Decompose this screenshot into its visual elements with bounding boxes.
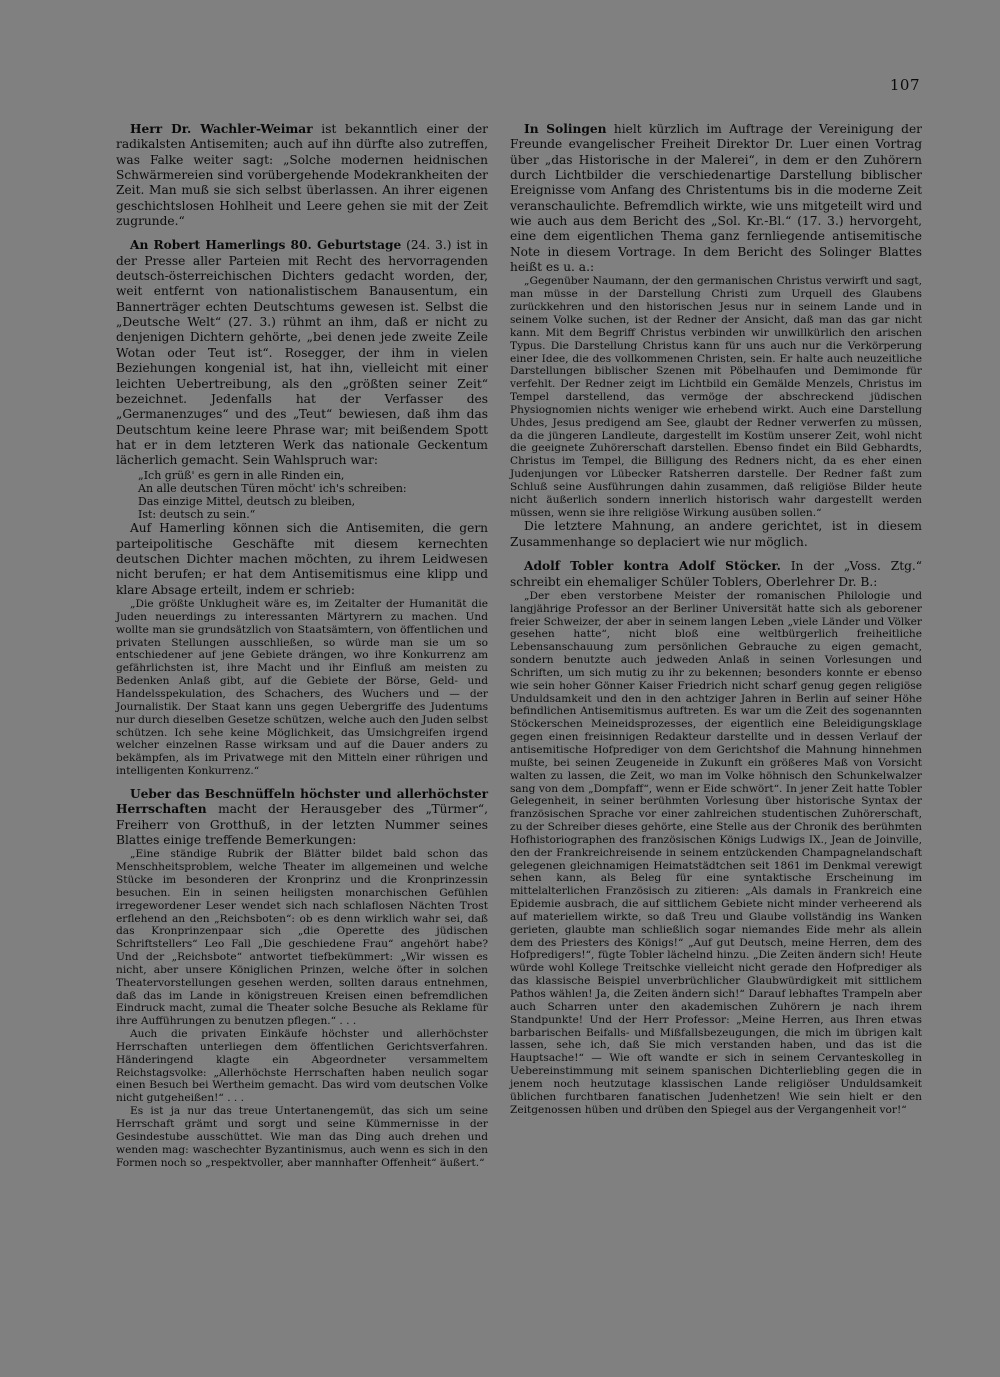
paragraph-text: Die letztere Mahnung, an andere gerichtet, ist in diesem Zusammenhange so deplaciert wie nur möglich.: [510, 519, 922, 549]
quoted-paragraph: [510, 590, 922, 1117]
article-heading: Herr Dr. Wachler-Weimar: [130, 122, 313, 136]
article-heading: Adolf Tobler kontra Adolf Stöcker.: [524, 559, 781, 574]
article-paragraph: [116, 521, 488, 598]
verse-line: Das einzige Mittel, deutsch zu bleiben,: [138, 494, 356, 508]
verse-line: Ist: deutsch zu sein.“: [138, 508, 256, 522]
article-heading: Ueber das Beschnüffeln höchster und allerhöchster Herrschaften: [116, 786, 488, 817]
article-paragraph: [510, 559, 922, 590]
article-paragraph: [510, 519, 922, 550]
paragraph-text: Es ist ja nur das treue Untertanengemüt, das sich um seine Herrschaft grämt und sorgt und seine Kümmernisse in der Gesindestube ausschüttet. Wie man das Ding auch drehen und wenden mag: waschechter Byzantinismus, auch wenn es sich in den Formen noch so „respektvoller, aber mannhafter Offenheit“ äußert.“: [116, 1105, 488, 1169]
right-column: [510, 113, 922, 1116]
article-paragraph: [116, 238, 488, 468]
paragraph-text: In der „Voss. Ztg.“ schreibt ein ehemaliger Schüler Toblers, Oberlehrer Dr. B.:: [510, 559, 922, 589]
quoted-paragraph: [116, 598, 488, 778]
quoted-paragraph: [116, 848, 488, 1028]
paragraph-text: „Die größte Unklugheit wäre es, im Zeitalter der Humanität die Juden neuerdings zu interessanten Märtyrern zu machen. Und wollte man sie grundsätzlich von Staatsämtern, von öffentlichen und privaten Stellungen ausschließen, so würde man sie um so entschiedener auf jene Gebiete drängen, wo ihre Konkurrenz am gefährlichsten ist, ihre Macht und ihr Einfluß am meisten zu Bedenken Anlaß gibt, auf die Gebiete der Börse, Geld- und Handelsspekulation, des Schachers, des Wuchers und — der Journalistik. Der Staat kann uns gegen Uebergriffe des Judentums nur durch dieselben Gesetze schützen, welche auch den Juden selbst schützen. Ich sehe keine Möglichkeit, das Umsichgreifen irgend welcher einzelnen Rasse wirksam und auf die Dauer anders zu bekämpfen, als im Privatwege mit den Mitteln einer rührigen und intelligenten Konkurrenz.“: [116, 598, 488, 778]
article-paragraph: [510, 122, 922, 275]
quoted-paragraph: [116, 1105, 488, 1169]
paragraph-text: „Der eben verstorbene Meister der romanischen Philologie und langjährige Professor an der Berliner Universität hatte sich als geborener freier Schweizer, der aber in seinem langen Leben „viele Länder und Völker gesehen hatte“, nicht bloß eine weltbürgerlich freiheitliche Lebensanschauung zum persönlichen Gebrauche zu eigen gemacht, sondern benutzte auch jedweden Anlaß in seinen Vorlesungen und Schriften, um sich mutig zu ihr zu bekennen; besonders konnte er ebenso wie sein hoher Gönner Kaiser Friedrich nicht scharf genug gegen religiöse Unduldsamkeit und den in den achtziger Jahren in Berlin auf seiner Höhe befindlichen Antisemitismus auftreten. Es war um die Zeit des sogenannten Stöckerschen Meineidsprozesses, der eigentlich eine Beleidigungsklage gegen einen freisinnigen Redakteur darstellte und in dessen Verlauf der antisemitische Hofprediger von dem Gerichtshof die Mahnung hinnehmen mußte, bei seinen Zeugeneide in Zukunft ein größeres Maß von Vorsicht walten zu lassen, die Zeit, wo man im Volke höhnisch den Schunkelwalzer sang von dem „Dompfaff“, wenn er Eide schwört“. In jener Zeit hatte Tobler Gelegenheit, in seiner berühmten Vorlesung über historische Syntax der französischen Sprache vor einer zahlreichen studentischen Zuhörerschaft, zu der Schreiber dieses gehörte, eine Stelle aus der Chronik des berühmten Hofhistoriographen des französischen Königs Ludwigs IX., Jean de Joinville, den der Frankreichreisende in seinem entzückenden Champagnelandschaft gelegenen gleichnamigen Heimatstädtchen seit 1861 im Denkmal verewigt sehen kann, als Beleg für eine syntaktische Erscheinung im mittelalterlichen Französisch zu zitieren: „Als damals in Frankreich eine Epidemie ausbrach, die auf sittlichem Gebiete nicht minder verheerend als auf materiellem wirkte, so daß Treu und Glaube vollständig ins Wanken gerieten, glaubte man schließlich sogar niemandes Eide mehr als allein dem des Priesters des Königs!“ „Auf gut Deutsch, meine Herren, dem des Hofpredigers!“, fügte Tobler lächelnd hinzu. „Die Zeiten ändern sich! Heute würde wohl Kollege Treitschke vielleicht nicht gerade den Hofprediger als das klassische Beispiel unverbrüchlicher Glaubwürdigkeit mit sittlichem Pathos wählen! Ja, die Zeiten ändern sich!“ Darauf lebhaftes Trampeln aber auch Scharren unter den akademischen Zuhörern je nach ihrem Standpunkte! Und der Herr Professor: „Meine Herren, aus Ihren etwas barbarischen Beifalls- und Mißfallsbezeugungen, die mich im übrigen kalt lassen, sehe ich, daß Sie mich verstanden haben, und das ist die Hauptsache!“ — Wie oft wandte er sich in seinem Cervanteskolleg in Uebereinstimmung mit seinem spanischen Dichterliebling gegen die in jenem noch heutzutage klassischen Lande religiöser Unduldsamkeit üblichen furchtbaren fanatischen Judenhetzen! Wie sein hielt er den Zeitgenossen hüben und drüben den Spiegel aus der Vergangenheit vor!“: [510, 589, 922, 1116]
verse-line: An alle deutschen Türen möcht' ich's schreiben:: [138, 481, 407, 495]
paragraph-text: „Eine ständige Rubrik der Blätter bildet bald schon das Menschheitsproblem, welche Theater im allgemeinen und welche Stücke im besonderen der Kronprinz und die Kronprinzessin besuchen. Ein in seinen heiligsten monarchischen Gefühlen irregewordener Leser wendet sich nach schlaflosen Nächten Trost erflehend an den „Reichsboten“: ob es denn wirklich wahr sei, daß das Kronprinzenpaar sich „die Operette des jüdischen Schriftstellers“ Leo Fall „Die geschiedene Frau“ angehört habe? Und der „Reichsbote“ antwortet tiefbekümmert: „Wir wissen es nicht, aber unsere Königlichen Prinzen, welche öfter in solchen Theatervorstellungen gesehen werden, sollten daraus entnehmen, daß das im Lande in königstreuen Kreisen einen befremdlichen Eindruck macht, zumal die Theater solche Besuche als Reklame für ihre Aufführungen zu benutzen pflegen.“ . . .: [116, 848, 488, 1028]
article-heading: In Solingen: [524, 122, 607, 136]
page-number: 107: [889, 76, 920, 94]
verse-line: „Ich grüß' es gern in alle Rinden ein,: [138, 468, 345, 482]
article-heading: An Robert Hamerlings 80. Geburtstage: [130, 238, 402, 253]
paragraph-text: (24. 3.) ist in der Presse aller Parteien mit Recht des hervorragenden deutsch-österreichischen Dichters gedacht worden, der, weit entfernt von nationalistischem Banausentum, ein Bannerträger echten Deutschtums gewesen ist. Selbst die „Deutsche Welt“ (27. 3.) rühmt an ihm, daß er nicht zu denjenigen Dichtern gehörte, „bei denen jede zweite Zeile Wotan oder Teut ist“. Rosegger, der ihm in vielen Beziehungen kongenial ist, hat ihn, vielleicht mit einer leichten Uebertreibung, als den „größten seiner Zeit“ bezeichnet. Jedenfalls hat der Verfasser des „Germanenzuges“ und des „Teut“ bewiesen, daß ihm das Deutschtum keine leere Phrase war; mit beißendem Spott hat er in dem letzteren Werk das nationale Geckentum lächerlich gemacht. Sein Wahlspruch war:: [116, 238, 488, 468]
paragraph-text: Auf Hamerling können sich die Antisemiten, die gern parteipolitische Geschäfte mit diesem kernechten deutschen Dichter machen möchten, zu ihrem Leidwesen nicht berufen; er hat dem Antisemitismus eine klipp und klare Absage erteilt, indem er schrieb:: [116, 521, 488, 597]
article-paragraph: [116, 787, 488, 848]
paragraph-text: „Gegenüber Naumann, der den germanischen Christus verwirft und sagt, man müsse in der Darstellung Christi zum Urquell des Glaubens zurückkehren und den historischen Jesus nur in seinem Lande und in seinem Volke suchen, ist der Redner der Ansicht, daß man das gar nicht kann. Mit dem Begriff Christus verbinden wir unwillkürlich den arischen Typus. Die Darstellung Christus kann für uns auch nur die Verkörperung einer Idee, die des vollkommenen Christen, sein. Er halte auch neuzeitliche Darstellungen biblischer Szenen mit Pöbelhaufen und Demimonde für verfehlt. Der Redner zeigt im Lichtbild ein Gemälde Menzels, Christus im Tempel darstellend, das vermöge der abschreckend jüdischen Physiognomien nichts weniger wie erhebend wirkt. Auch eine Darstellung Uhdes, Jesus predigend am See, glaubt der Redner verwerfen zu müssen, da die jüngeren Landleute, dargestellt im Kostüm unserer Zeit, wohl nicht die geeignete Zuhörerschaft darstellen. Ebenso findet ein Bild Gebhardts, Christus im Tempel, die Billigung des Redners nicht, da es eher einen Judenjungen vor Lübecker Ratsherren darstelle. Der Redner faßt zum Schluß seine Ausführungen dahin zusammen, daß religiöse Bilder heute nicht äußerlich sondern innerlich historisch wahr dargestellt werden müssen, wenn sie ihre religiöse Wirkung ausüben sollen.“: [510, 275, 922, 519]
paragraph-text: hielt kürzlich im Auftrage der Vereinigung der Freunde evangelischer Freiheit Direktor Dr. Luer einen Vortrag über „das Historische in der Malerei“, in dem er den Zuhörern durch Lichtbilder die verschiedenartige Darstellung biblischer Ereignisse vom Anfang des Christentums bis in die moderne Zeit veranschaulichte. Befremdlich wirkte, wie uns mitgeteilt wird und wie auch aus dem Bericht des „Sol. Kr.-Bl.“ (17. 3.) hervorgeht, eine dem eigentlichen Thema ganz fernliegende antisemitische Note in diesem Vortrage. In dem Bericht des Solinger Blattes heißt es u. a.:: [510, 122, 922, 275]
verse-block: [138, 469, 488, 522]
quoted-paragraph: [510, 275, 922, 519]
article-paragraph: [116, 122, 488, 229]
paragraph-text: Auch die privaten Einkäufe höchster und allerhöchster Herrschaften unterliegen dem öffentlichen Gerichtsverfahren. Händeringend klagte ein Abgeordneter versammeltem Reichstagsvolke: „Allerhöchste Herrschaften haben neulich sogar einen Besuch bei Wertheim gemacht. Das wird vom deutschen Volke nicht gutgeheißen!“ . . .: [116, 1028, 488, 1105]
paragraph-text: macht der Herausgeber des „Türmer“, Freiherr von Grotthuß, in der letzten Nummer seines Blattes einige treffende Bemerkungen:: [116, 802, 488, 847]
left-column: [116, 113, 488, 1169]
paragraph-text: ist bekanntlich einer der radikalsten Antisemiten; auch auf ihn dürfte also zutreffen, was Falke weiter sagt: „Solche modernen heidnischen Schwärmereien sind vorübergehende Modekrankheiten der Zeit. Man muß sie sich selbst überlassen. An ihrer eigenen geschichtslosen Hohlheit und Leere gehen sie mit der Zeit zugrunde.“: [116, 122, 488, 229]
quoted-paragraph: [116, 1028, 488, 1105]
